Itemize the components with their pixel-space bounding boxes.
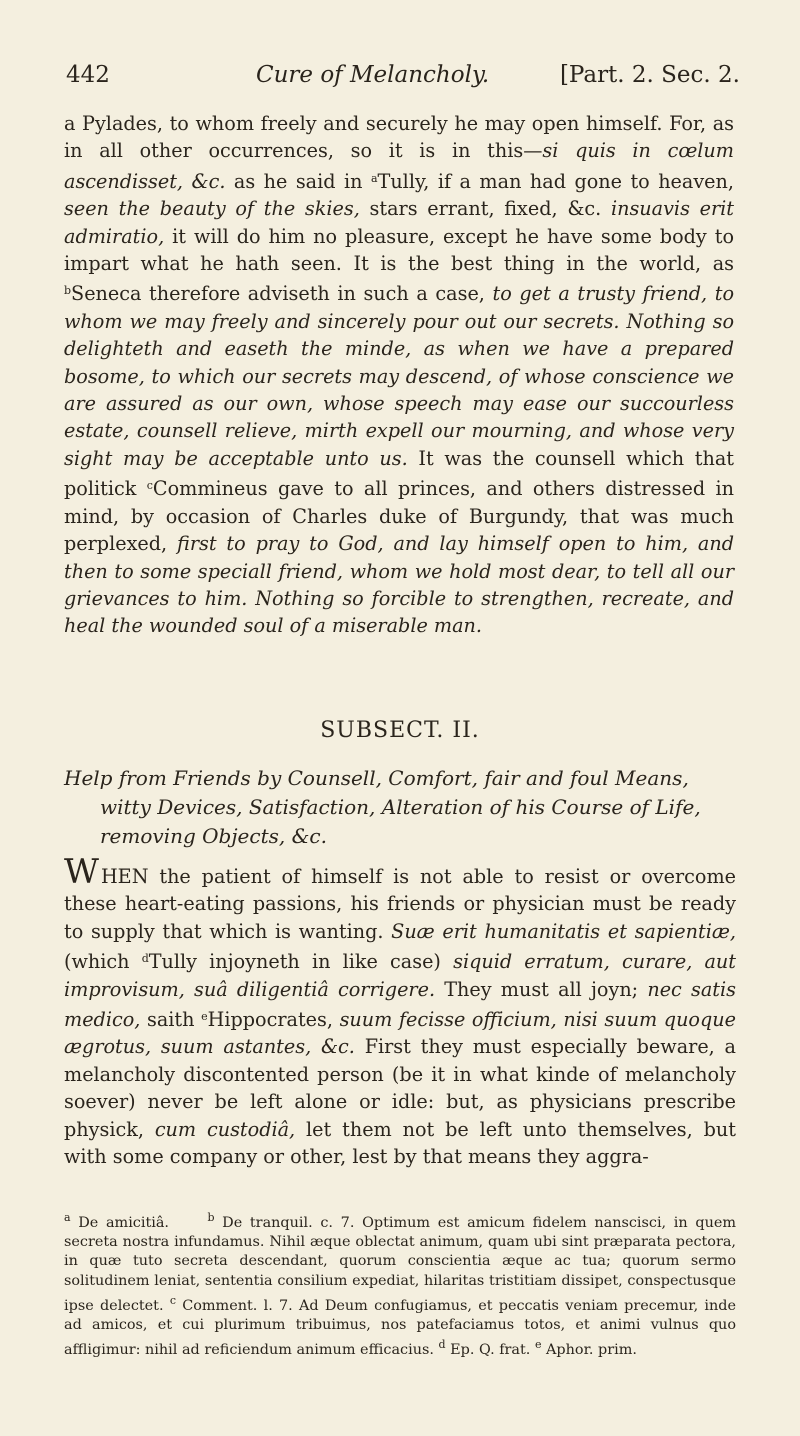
- footnotes: [64, 1208, 736, 1360]
- footnote-a: De amicitiâ.: [70, 1215, 170, 1231]
- footnote-mark-d: d: [438, 1338, 446, 1352]
- text-run: let them not be left unto themselves, but with some company or other, lest by that means they aggra-: [64, 1117, 736, 1169]
- summary-continuation: witty Devices, Satisfaction, Alteration of his Course of Life, removing Objects, &c.: [100, 795, 701, 848]
- small-caps-word: HEN: [100, 865, 149, 888]
- text-run: the patient of himself is not able to resist or overcome these heart-eating passions, his friends or physician must be ready to supply that which is wanting.: [64, 865, 736, 943]
- text-run: it will do him no pleasure, except he have some body to impart what he hath seen. It is the best thing in the world, as: [64, 224, 734, 276]
- text-run: They must all joyn;: [435, 977, 648, 1001]
- footnote-c: Comment. l. 7. Ad Deum confugiamus, et peccatis veniam precemur, inde ad amicos, et cui plurimum tribuimus, nos patefaciamus totos, et animi vulnus quo affligimur: nihil ad reficiendum animum efficacius.: [64, 1297, 737, 1359]
- latin-phrase: Suæ erit humanitatis et sapientiæ,: [391, 919, 736, 943]
- commineus-quote: first to pray to God, and lay himself open to him, and then to some speciall friend, whom we hold most dear, to tell all our grievances to him. Nothing so forcible to strengthen, recreate, and heal the wounded soul of a miserable man.: [64, 532, 734, 638]
- footnote-d: Ep. Q. frat.: [445, 1342, 531, 1359]
- latin-phrase: siquid erratum, curare, aut improvisum, suâ diligentiâ corrigere.: [64, 950, 736, 1001]
- text-run: Hippocrates,: [207, 1008, 340, 1032]
- footnote-mark-c: c: [169, 1293, 176, 1307]
- footnote-ref-c: c: [146, 479, 153, 493]
- subsection-summary: [64, 764, 736, 851]
- seneca-quote: to get a trusty friend, to whom we may freely and sincerely pour out our secrets. Nothing so delighteth and easeth the minde, as when we have a prepared bosome, to which our secrets may descend, of whose conscience we are assured as our own, whose speech may ease our succourless estate, counsell relieve, mirth expell our mourning, and whose very sight may be acceptable unto us.: [64, 282, 734, 470]
- summary-line-1: Help from Friends by Counsell, Comfort, fair and foul Means,: [64, 766, 689, 790]
- footnote-mark-e: e: [534, 1338, 542, 1352]
- subsection-heading: SUBSECT. II.: [320, 718, 480, 743]
- text-run: Tully, if a man had gone to heaven,: [377, 169, 734, 193]
- footnote-text: [64, 1208, 736, 1360]
- text-run: a Pylades, to whom freely and securely he may open himself. For, as in all other occurrences, so it is in this—: [64, 112, 734, 163]
- footnote-mark-a: a: [64, 1211, 71, 1224]
- text-run: saith: [140, 1008, 202, 1032]
- footnote-e: Aphor. prim.: [541, 1342, 637, 1359]
- footnote-ref-e: e: [201, 1010, 208, 1024]
- latin-phrase: si quis in cœlum ascendisset, &c.: [64, 139, 734, 193]
- text-run: (which: [64, 950, 142, 974]
- paragraph-2: [64, 852, 736, 1170]
- italic-phrase: seen the beauty of the skies,: [64, 197, 360, 221]
- footnote-ref-d: d: [141, 952, 149, 966]
- part-section-label: [Part. 2. Sec. 2.: [559, 62, 740, 88]
- running-header: [66, 62, 740, 102]
- text-run: stars errant, fixed, &c.: [359, 197, 611, 221]
- text-run: Commineus gave to all princes, and others distressed in mind, by occasion of Charles duke of Burgundy, that was much perplexed,: [64, 477, 734, 556]
- paragraph-1: [64, 110, 734, 640]
- text-run: Seneca therefore adviseth in such a case,: [71, 282, 493, 306]
- latin-phrase: cum custodiâ,: [154, 1117, 296, 1141]
- paragraph-2-text: [64, 852, 736, 1170]
- footnote-mark-b: b: [207, 1211, 215, 1224]
- text-run: First they must especially beware, a melancholy discontented person (be it in what kinde of melancholy soever) never be left alone or idle: but, as physicians prescribe physick,: [64, 1035, 736, 1141]
- footnote-ref-a: a: [370, 171, 378, 185]
- page-number: 442: [66, 62, 110, 88]
- latin-phrase: insuavis erit admiratio,: [64, 197, 734, 248]
- text-run: Tully injoyneth in like case): [148, 950, 454, 974]
- footnote-ref-b: b: [64, 284, 72, 298]
- text-run: as he said in: [225, 169, 371, 193]
- running-title: Cure of Melancholy.: [256, 62, 490, 88]
- footnote-b: De tranquil. c. 7. Optimum est amicum fidelem nanscisci, in quem secreta nostra infundamus. Nihil æque oblectat animum, quam ubi sint præparata pectora, in quæ tuto secreta descendant, quorum conscientia æque ac tua; quorum sermo solitudinem leniat, sententia consilium expediat, hilaritas tristitiam dissipet, conspectusque ipse delectet.: [64, 1215, 737, 1314]
- latin-phrase: suum fecisse officium, nisi suum quoque ægrotus, suum astantes, &c.: [64, 1008, 736, 1059]
- drop-cap: W: [64, 852, 99, 892]
- text-run: It was the counsell which that politick: [64, 446, 734, 501]
- paragraph-1-text: [64, 110, 734, 640]
- latin-phrase: nec satis medico,: [64, 977, 736, 1032]
